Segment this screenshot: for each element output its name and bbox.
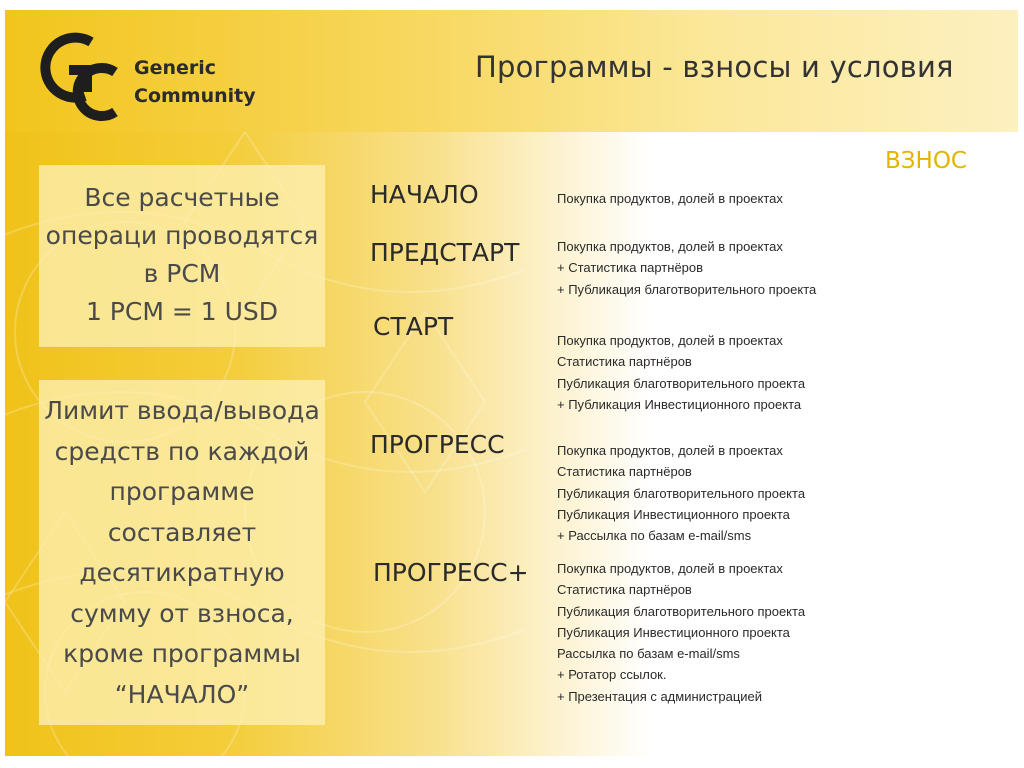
info-card-line: Лимит ввода/вывода bbox=[44, 396, 320, 425]
feature-item: Статистика партнёров bbox=[557, 354, 692, 370]
slide bbox=[5, 10, 1018, 756]
info-card-line: Все расчетные bbox=[84, 183, 280, 212]
feature-item: Публикация Инвестиционного проекта bbox=[557, 624, 790, 640]
program-features bbox=[557, 330, 805, 415]
brand-line-1: Generic bbox=[134, 57, 217, 79]
feature-item: Покупка продуктов, долей в проектах bbox=[557, 333, 783, 348]
page-title: Программы - взносы и условия bbox=[475, 50, 954, 84]
info-card-line: в PCM bbox=[143, 259, 221, 288]
feature-item: + Публикация Инвестиционного проекта bbox=[557, 396, 802, 412]
feature-item: + Публикация благотворительного проекта bbox=[557, 281, 817, 297]
gc-monogram-icon bbox=[27, 22, 127, 122]
program-name: НАЧАЛО bbox=[370, 180, 479, 209]
feature-item: Покупка продуктов, долей в проектах bbox=[557, 443, 783, 458]
info-card-currency bbox=[39, 165, 325, 347]
feature-item: + Рассылка по базам e-mail/sms bbox=[557, 528, 752, 544]
program-name: СТАРТ bbox=[373, 312, 454, 341]
feature-item: Покупка продуктов, долей в проектах bbox=[557, 239, 783, 254]
info-card-line: программе bbox=[109, 477, 255, 506]
feature-item: Рассылка по базам e-mail/sms bbox=[557, 646, 740, 662]
brand-line-2: Community bbox=[134, 85, 256, 107]
info-card-line: кроме программы bbox=[63, 639, 301, 668]
program-name: ПРОГРЕСС bbox=[370, 430, 505, 459]
info-card-limits bbox=[39, 380, 325, 725]
feature-item: Публикация Инвестиционного проекта bbox=[557, 506, 790, 522]
fee-column-header: ВЗНОС bbox=[885, 148, 967, 174]
feature-item: Публикация благотворительного проекта bbox=[557, 603, 806, 619]
feature-item: Покупка продуктов, долей в проектах bbox=[557, 561, 783, 576]
info-card-line: сумму от взноса, bbox=[70, 598, 294, 628]
feature-item: Статистика партнёров bbox=[557, 464, 692, 480]
feature-item: + Статистика партнёров bbox=[557, 260, 704, 276]
brand-name bbox=[134, 54, 256, 110]
feature-item: Статистика партнёров bbox=[557, 582, 692, 598]
feature-item: + Презентация с администрацией bbox=[557, 688, 763, 704]
info-card-line: средств по каждой bbox=[54, 436, 310, 466]
info-card-line: составляет bbox=[107, 517, 257, 547]
program-features bbox=[557, 236, 816, 300]
program-features bbox=[557, 558, 805, 707]
feature-item: + Ротатор ссылок. bbox=[557, 667, 667, 683]
info-card-line: “НАЧАЛО” bbox=[114, 679, 250, 709]
program-features bbox=[557, 188, 783, 209]
program-name: ПРЕДСТАРТ bbox=[370, 238, 520, 267]
program-features bbox=[557, 440, 805, 546]
info-card-line: операци проводятся bbox=[45, 221, 319, 250]
feature-item: Покупка продуктов, долей в проектах bbox=[557, 191, 783, 206]
feature-item: Публикация благотворительного проекта bbox=[557, 485, 806, 501]
program-name: ПРОГРЕСС+ bbox=[373, 558, 529, 587]
info-card-line: 1 PCM = 1 USD bbox=[85, 297, 279, 326]
info-card-line: десятикратную bbox=[79, 558, 285, 587]
feature-item: Публикация благотворительного проекта bbox=[557, 375, 806, 391]
